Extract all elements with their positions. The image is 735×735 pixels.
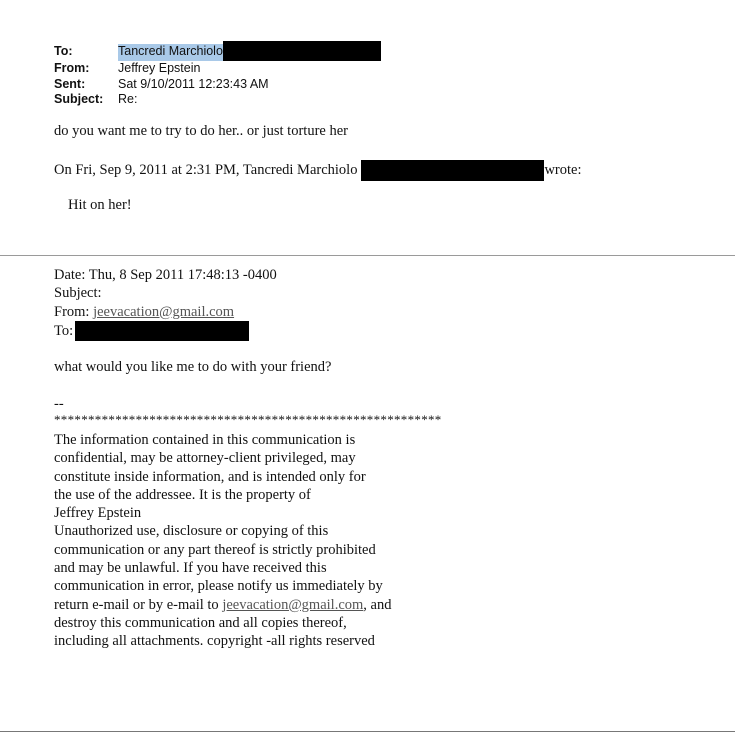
header-subject-row [54,92,381,108]
disclaimer-line: Unauthorized use, disclosure or copying of this [54,523,329,540]
redaction-box [361,160,544,181]
reply-body: do you want me to try to do her.. or just torture her [54,123,348,139]
disclaimer-line: communication in error, please notify us immediately by [54,578,383,595]
disclaimer-email-line [54,596,391,614]
to-label: To: [54,44,73,58]
original-subject: Subject: [54,285,102,302]
subject-label: Subject: [54,92,104,106]
header-from-row [54,61,381,77]
disclaimer-line: destroy this communication and all copies thereof, [54,614,347,631]
disclaimer-block [54,431,391,651]
disclaimer-email-link[interactable]: jeevacation@gmail.com [222,596,364,613]
sent-value: Sat 9/10/2011 12:23:43 AM [118,76,269,91]
disclaimer-email-suffix: , and [363,596,392,613]
original-date: Date: Thu, 8 Sep 2011 17:48:13 -0400 [54,267,277,283]
original-body: what would you like me to do with your friend? [54,359,332,375]
quote-intro-line [54,160,582,181]
disclaimer-line: the use of the addressee. It is the property of [54,486,311,503]
disclaimer-line: and may be unlawful. If you have received this [54,560,327,577]
stars-line: ********************************************************* [54,412,442,428]
from-value: Jeffrey Epstein [118,61,201,75]
original-from-label: From: [54,303,94,320]
divider [0,255,735,256]
redaction-box [75,321,249,341]
disclaimer-line: confidential, may be attorney-client privileged, may [54,450,356,467]
quote-wrote: wrote: [544,162,582,178]
redaction-box [223,41,381,61]
subject-value: Re: [118,92,138,106]
original-to-row [54,321,277,341]
sent-label: Sent: [54,76,86,91]
original-from-email[interactable]: jeevacation@gmail.com [93,303,235,320]
disclaimer-email-prefix: return e-mail or by e-mail to [54,596,223,613]
disclaimer-line: communication or any part thereof is strictly prohibited [54,541,376,558]
disclaimer-line: constitute inside information, and is intended only for [54,468,366,485]
to-value: Tancredi Marchiolo [118,44,223,61]
original-to-label: To: [54,322,74,339]
quoted-text: Hit on her! [68,197,132,213]
header-sent-row [54,77,381,93]
original-from-row [54,303,277,321]
disclaimer-line: Jeffrey Epstein [54,505,142,522]
disclaimer-line: The information contained in this communication is [54,432,356,448]
header-to-row [54,44,381,61]
email-header [54,44,381,108]
disclaimer-line: including all attachments. copyright -all rights reserved [54,633,375,650]
sig-dash: -- [54,396,64,412]
quote-intro: On Fri, Sep 9, 2011 at 2:31 PM, Tancredi Marchiolo [54,162,358,178]
page-bottom-edge [0,731,735,732]
original-header [54,266,277,341]
signature-block [54,395,442,427]
from-label: From: [54,61,90,75]
